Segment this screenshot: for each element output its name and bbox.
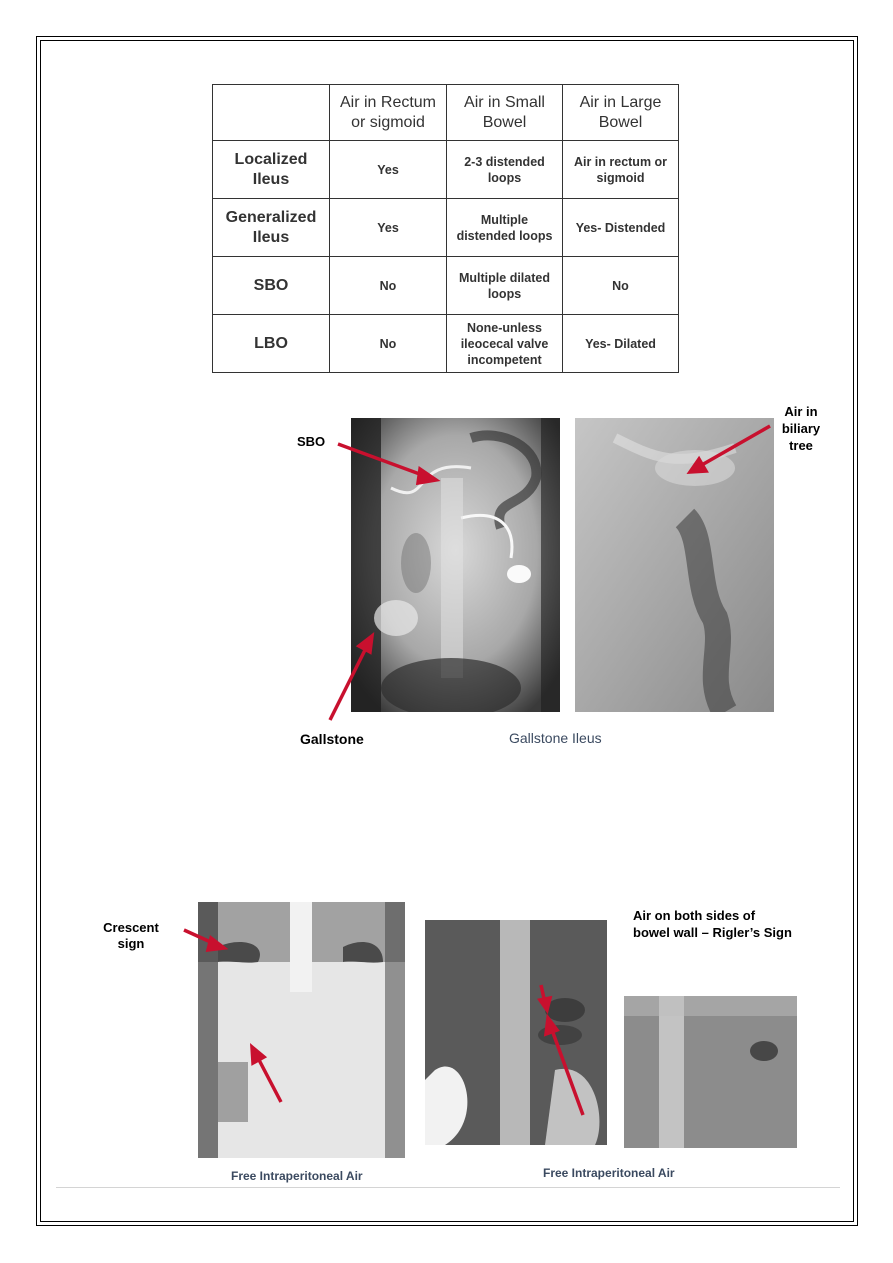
arrow-sbo [338, 444, 425, 476]
caption-free-air-left: Free Intraperitoneal Air [231, 1169, 363, 1183]
table-cell: Multiple distended loops [447, 199, 563, 257]
label-sbo: SBO [297, 434, 326, 449]
caption-free-air-right: Free Intraperitoneal Air [543, 1166, 675, 1180]
arrowhead [546, 1018, 557, 1034]
row-label: Generalized Ileus [213, 199, 330, 257]
label-air-biliary-tree: Air in biliary tree [781, 404, 821, 453]
row-label: LBO [213, 315, 330, 373]
caption-gallstone-ileus: Gallstone Ileus [509, 730, 602, 746]
table-cell: 2-3 distended loops [447, 141, 563, 199]
table-cell: None-unless ileocecal valve incompetent [447, 315, 563, 373]
table-cell: Yes [330, 141, 447, 199]
arrowhead [690, 459, 706, 472]
table-cell: Multiple dilated loops [447, 257, 563, 315]
row-label: SBO [213, 257, 330, 315]
table-cell: Yes- Distended [563, 199, 679, 257]
table-cell: No [563, 257, 679, 315]
table-header-cell: Air in Large Bowel [563, 85, 679, 141]
table-cell: No [330, 257, 447, 315]
label-gallstone: Gallstone [300, 731, 364, 747]
arrow-free-air [258, 1058, 281, 1102]
label-rigler-sign: Air on both sides of bowel wall – Rigler’s Sign [633, 908, 792, 940]
table-header-cell: Air in Rectum or sigmoid [330, 85, 447, 141]
table-cell: Air in rectum or sigmoid [563, 141, 679, 199]
arrowhead [359, 636, 372, 652]
arrowhead [418, 469, 436, 483]
table-cell: Yes- Dilated [563, 315, 679, 373]
footer-divider [56, 1187, 840, 1188]
arrowhead [252, 1047, 264, 1063]
label-crescent-sign: Crescent sign [103, 920, 159, 951]
table-cell: No [330, 315, 447, 373]
row-label: Localized Ileus [213, 141, 330, 199]
arrowhead [540, 998, 550, 1010]
table-header-cell: Air in Small Bowel [447, 85, 563, 141]
table-cell: Yes [330, 199, 447, 257]
arrow-rigler-long [552, 1030, 583, 1115]
arrow-gallstone [330, 648, 366, 720]
arrow-biliary [700, 426, 770, 466]
arrowhead [208, 938, 224, 950]
